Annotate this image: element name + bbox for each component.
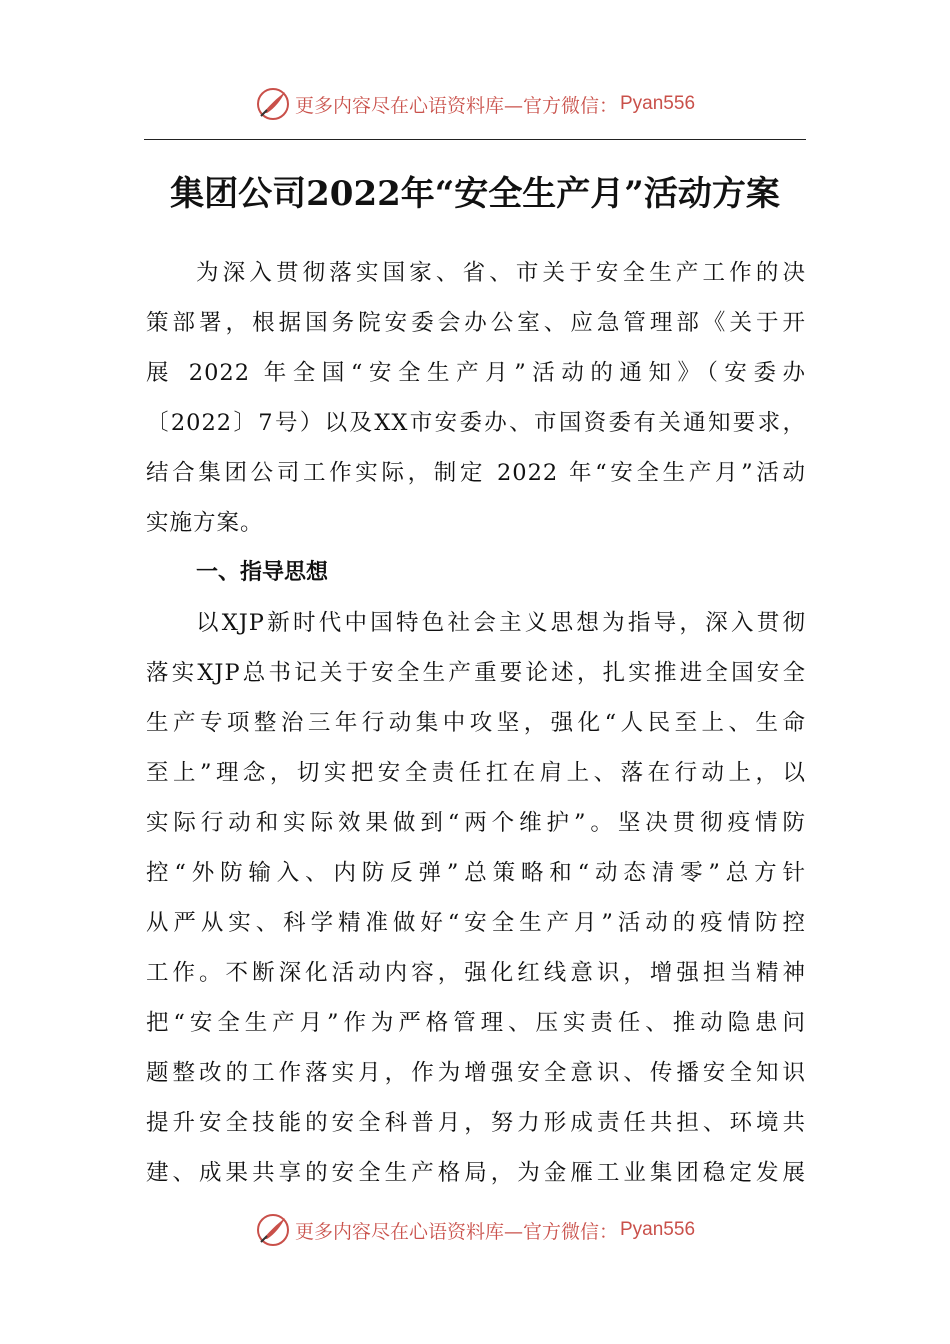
- footer-banner: [0, 1210, 950, 1250]
- intro-line: 〔2022〕7号）以及XX市安委办、市国资委有关通知要求，: [146, 410, 806, 436]
- intro-line: 展 2022 年全国“安全生产月”活动的通知》（安委办: [146, 360, 806, 386]
- intro-line: 实施方案。: [146, 510, 264, 536]
- section1-line: 以XJP新时代中国特色社会主义思想为指导，深入贯彻: [196, 610, 806, 636]
- section1-line: 建、成果共享的安全生产格局，为金雁工业集团稳定发展: [146, 1160, 806, 1186]
- quill-logo-icon: [255, 1212, 291, 1248]
- section1-line: 落实XJP总书记关于安全生产重要论述，扎实推进全国安全: [146, 660, 806, 686]
- section1-line: 生产专项整治三年行动集中攻坚，强化“人民至上、生命: [146, 710, 806, 736]
- intro-line: 为深入贯彻落实国家、省、市关于安全生产工作的决: [196, 260, 806, 286]
- quill-logo-icon: [255, 86, 291, 122]
- header-banner-text: 更多内容尽在心语资料库—官方微信：: [294, 94, 618, 117]
- section1-line: 从严从实、科学精准做好“安全生产月”活动的疫情防控: [146, 910, 806, 936]
- document-title: 集团公司2022年“安全生产月”活动方案: [170, 174, 780, 214]
- section1-line: 实际行动和实际效果做到“两个维护”。坚决贯彻疫情防: [146, 810, 806, 836]
- footer-banner-text: 更多内容尽在心语资料库—官方微信：: [294, 1220, 618, 1243]
- footer-banner-contact: Pyan556: [620, 1219, 696, 1240]
- section1-line: 至上”理念，切实把安全责任扛在肩上、落在行动上，以: [146, 760, 806, 786]
- section-heading-guiding-ideology: 一、指导思想: [196, 560, 329, 585]
- intro-line: 结合集团公司工作实际，制定 2022 年“安全生产月”活动: [146, 460, 806, 486]
- section1-line: 控“外防输入、内防反弹”总策略和“动态清零”总方针: [146, 860, 806, 886]
- section1-line: 题整改的工作落实月，作为增强安全意识、传播安全知识: [146, 1060, 806, 1086]
- header-banner: [0, 84, 950, 124]
- header-divider: [144, 139, 806, 140]
- document-body: [146, 248, 806, 1198]
- intro-line: 策部署，根据国务院安委会办公室、应急管理部《关于开: [146, 310, 806, 336]
- section1-line: 把“安全生产月”作为严格管理、压实责任、推动隐患问: [146, 1010, 806, 1036]
- header-banner-contact: Pyan556: [620, 93, 696, 114]
- section1-line: 提升安全技能的安全科普月，努力形成责任共担、环境共: [146, 1110, 806, 1136]
- section1-line: 工作。不断深化活动内容，强化红线意识，增强担当精神: [146, 960, 806, 986]
